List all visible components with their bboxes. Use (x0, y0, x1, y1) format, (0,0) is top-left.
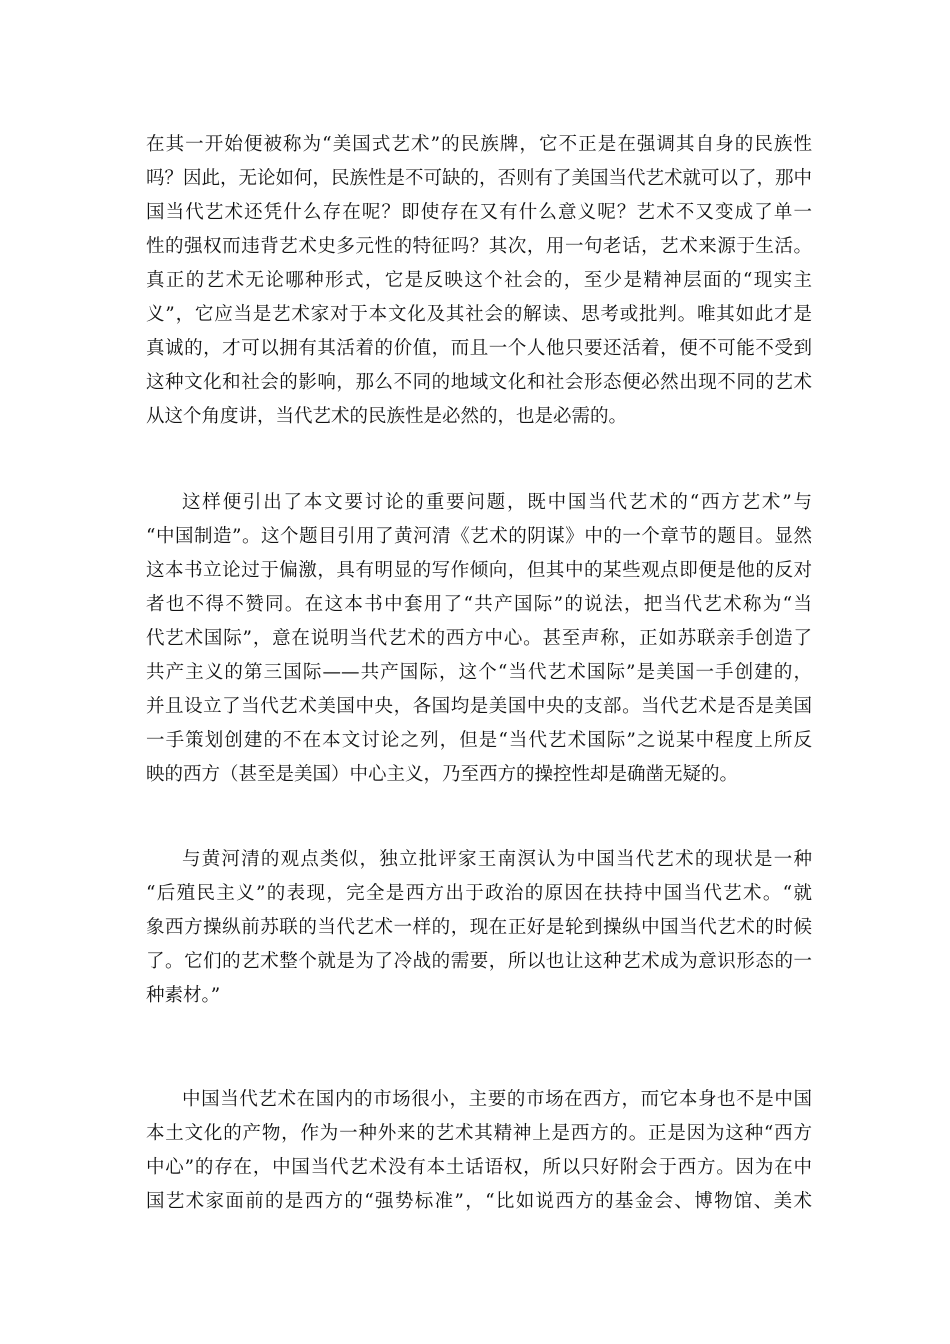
paragraph-1 (146, 128, 812, 434)
text-line: “后殖民主义”的表现，完全是西方出于政治的原因在扶持中国当代艺术。“就 (146, 883, 812, 904)
text-line: 者也不得不赞同。在这本书中套用了“共产国际”的说法，把当代艺术称为“当 (146, 594, 812, 615)
text-line: 国艺术家面前的是西方的“强势标准”，“比如说西方的基金会、博物馆、美术 (146, 1191, 812, 1212)
text-line: 这本书立论过于偏激，具有明显的写作倾向，但其中的某些观点即便是他的反对 (146, 560, 812, 581)
text-line: 映的西方（甚至是美国）中心主义，乃至西方的操控性却是确凿无疑的。 (146, 764, 739, 785)
text-line: 这样便引出了本文要讨论的重要问题，既中国当代艺术的“西方艺术”与 (182, 492, 812, 513)
text-line: 义”，它应当是艺术家对于本文化及其社会的解读、思考或批判。唯其如此才是 (146, 304, 812, 325)
text-line: 代艺术国际”，意在说明当代艺术的西方中心。甚至声称，正如苏联亲手创造了 (146, 628, 812, 649)
text-line: 在其一开始便被称为“美国式艺术”的民族牌，它不正是在强调其自身的民族性 (146, 134, 812, 155)
text-line: 并且设立了当代艺术美国中央，各国均是美国中央的支部。当代艺术是否是美国 (146, 696, 812, 717)
text-line: 中心”的存在，中国当代艺术没有本土话语权，所以只好附会于西方。因为在中 (146, 1157, 812, 1178)
text-line: 性的强权而违背艺术史多元性的特征吗？其次，用一句老话，艺术来源于生活。 (146, 236, 812, 257)
text-line: 一手策划创建的不在本文讨论之列，但是“当代艺术国际”之说某中程度上所反 (146, 730, 812, 751)
text-line: 吗？因此，无论如何，民族性是不可缺的，否则有了美国当代艺术就可以了，那中 (146, 168, 813, 189)
text-line: 了。它们的艺术整个就是为了冷战的需要，所以也让这种艺术成为意识形态的一 (146, 951, 812, 972)
paragraph-2 (146, 486, 812, 792)
text-line: 共产主义的第三国际——共产国际，这个“当代艺术国际”是美国一手创建的， (146, 662, 812, 683)
text-line: 真正的艺术无论哪种形式，它是反映这个社会的，至少是精神层面的“现实主 (146, 270, 812, 291)
paragraph-3 (146, 843, 812, 1013)
text-line: 从这个角度讲，当代艺术的民族性是必然的，也是必需的。 (146, 406, 628, 427)
text-line: 这种文化和社会的影响，那么不同的地域文化和社会形态便必然出现不同的艺术 (146, 372, 812, 393)
text-line: 与黄河清的观点类似，独立批评家王南溟认为中国当代艺术的现状是一种 (182, 849, 812, 870)
text-line: “中国制造”。这个题目引用了黄河清《艺术的阴谋》中的一个章节的题目。显然 (146, 526, 812, 547)
text-line: 象西方操纵前苏联的当代艺术一样的，现在正好是轮到操纵中国当代艺术的时候 (146, 917, 812, 938)
text-line: 种素材。” (146, 985, 221, 1006)
text-line: 本土文化的产物，作为一种外来的艺术其精神上是西方的。正是因为这种“西方 (146, 1123, 812, 1144)
text-line: 中国当代艺术在国内的市场很小，主要的市场在西方，而它本身也不是中国 (182, 1089, 812, 1110)
text-line: 真诚的，才可以拥有其活着的价值，而且一个人他只要还活着，便不可能不受到 (146, 338, 812, 359)
text-line: 国当代艺术还凭什么存在呢？即使存在又有什么意义呢？艺术不又变成了单一 (146, 202, 812, 223)
paragraph-4 (146, 1083, 812, 1219)
